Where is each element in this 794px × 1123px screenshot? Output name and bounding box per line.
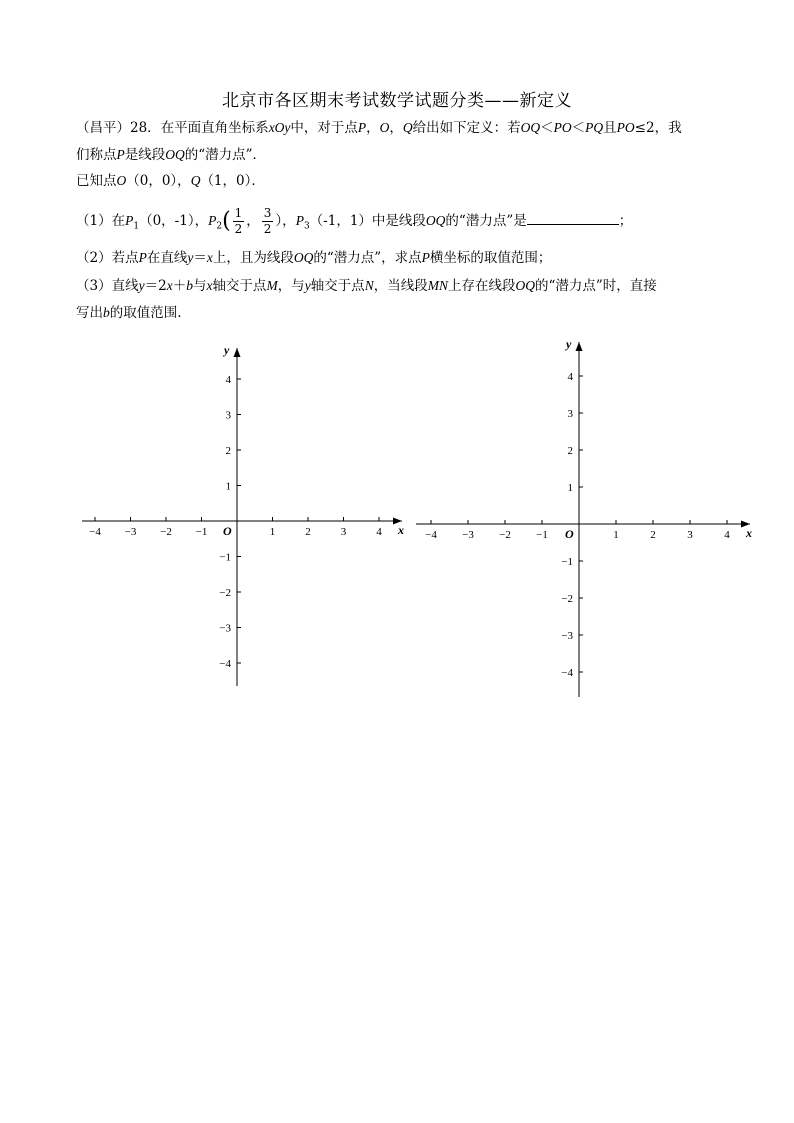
segment-PQ: PQ [585,120,604,135]
equals: ＝2 [144,278,167,294]
point-P: P [357,120,367,135]
x-tick-label: 2 [650,529,656,541]
point-P: P [421,250,430,265]
plus: ＋ [172,278,187,294]
known-text: （0，0）， [126,173,191,189]
conjunction: 且 [603,120,617,136]
x-tick-label: −3 [124,526,137,538]
fraction-numerator: 1 [234,206,243,220]
separator: ， [366,120,380,136]
segment-OQ: OQ [515,278,535,293]
problem-source: （昌平）28． [76,120,161,136]
definition-text: 们称点 [76,147,117,163]
segment-PO: PO [616,120,635,135]
open-paren: ( [222,208,231,234]
coord-system: xOy [268,120,291,135]
x-tick-label: 4 [724,529,730,541]
subscript: 2 [216,221,223,232]
segment-OQ: OQ [520,120,541,135]
x-tick-label: 4 [376,526,382,538]
segment-OQ: OQ [425,213,446,228]
y-tick-label: −3 [561,630,573,642]
segment-OQ: OQ [293,250,314,265]
var-x: x [206,250,213,265]
segment-OQ: OQ [165,147,185,162]
point-M: M [266,278,278,293]
x-tick-label: −4 [425,529,437,541]
y-tick-label: −2 [219,587,231,599]
origin-label: O [565,527,574,541]
q1-label: （1）在 [76,213,126,229]
separator: ， [246,213,260,229]
point-P2: P [208,213,217,228]
y-tick-label: 3 [225,409,231,422]
y-axis-arrow [576,342,583,351]
segment-MN: MN [427,278,448,293]
point-P: P [138,250,147,265]
var-y: y [187,250,194,265]
fraction-numerator: 3 [263,206,272,220]
inequality: ≤2 [634,120,655,136]
y-tick-label: −1 [219,551,231,564]
x-tick-label: −2 [160,526,172,538]
var-y: y [304,278,311,293]
less-than: ＜ [571,120,586,136]
x-tick-label: −3 [462,529,474,541]
y-axis-label: y [224,343,230,357]
y-tick-label: 3 [567,408,573,420]
equals: ＝ [193,250,207,266]
intro-text: 中，对于点 [290,120,358,136]
fraction-denominator: 2 [234,222,243,236]
intro-text: ，我 [654,120,682,136]
separator: ， [389,120,403,136]
x-axis-label: x [746,526,752,540]
var-x: x [206,278,213,293]
y-axis-arrow [234,348,241,357]
y-tick-label: −4 [219,658,231,670]
point-O: O [116,173,127,188]
definition-text: 的“潜力点”． [184,147,267,163]
fraction-denominator: 2 [263,222,272,236]
y-tick-label: 1 [567,482,573,494]
var-y: y [138,278,145,293]
y-axis-label: y [566,337,572,351]
segment-PO: PO [553,120,572,135]
q3-text: 的取值范围. [109,305,182,321]
q3-text: ，当线段 [373,278,428,294]
var-b: b [186,278,193,293]
q1-text: 的“潜力点”是 [445,213,527,229]
q3-text: 上存在线段 [447,278,516,294]
x-tick-label: −1 [195,526,208,538]
q2-text: 在直线 [146,250,188,266]
point-P1: P [125,213,134,228]
y-tick-label: −4 [561,667,573,679]
y-tick-label: 4 [225,374,231,386]
y-tick-label: −1 [561,556,573,568]
x-tick-label: 3 [687,529,693,541]
point-O: O [379,120,390,135]
known-text: （1，0）． [200,173,265,189]
origin-label: O [223,524,232,538]
x-tick-label: −4 [89,526,101,538]
y-tick-label: 2 [225,445,231,457]
x-tick-label: 3 [340,526,347,538]
point-N: N [364,278,374,293]
point-Q: Q [190,173,201,188]
x-tick-label: −1 [536,529,548,541]
y-tick-label: −3 [219,622,231,635]
q2-text: 上，且为线段 [212,250,294,266]
y-tick-label: −2 [561,593,573,605]
q3-text: 写出 [76,305,103,321]
q3-text: 轴交于点 [310,278,365,294]
x-tick-label: 2 [305,526,311,538]
q1-end: ； [618,213,633,229]
point-P: P [116,147,125,162]
x-axis-label: x [398,523,404,537]
y-tick-label: 4 [567,371,573,383]
q3-text: 与 [192,278,207,294]
coordinate-plane-2-axes [416,337,752,697]
less-than: ＜ [540,120,554,136]
intro-text: 给出如下定义：若 [412,120,521,136]
subscript: 1 [133,221,140,232]
var-b: b [103,305,110,320]
q3-text: ，与 [277,278,305,294]
known-text: 已知点 [76,173,117,189]
intro-text: 在平面直角坐标系 [160,120,269,136]
page-title: 北京市各区期末考试数学试题分类——新定义 [222,91,572,111]
q3-text: 轴交于点 [212,278,267,294]
q2-text: （2）若点 [76,250,139,266]
y-tick-label: 1 [225,480,231,493]
subscript: 3 [303,221,310,232]
q3-text: （3）直线 [76,278,139,294]
x-tick-label: 1 [269,526,276,538]
point-P3: P [295,213,304,228]
q2-text: 的“潜力点”，求点 [313,250,422,266]
x-tick-label: −2 [499,529,511,541]
close-paren: ）， [275,213,296,229]
y-tick-label: 2 [567,445,573,457]
q3-text: 的“潜力点”时，直接 [534,278,657,294]
q2-text: 横坐标的取值范围； [429,250,552,266]
definition-text: 是线段 [124,147,166,163]
point-P3-coord: （-1，1）中是线段 [309,213,426,229]
x-tick-label: 1 [613,529,619,541]
coordinate-plane-1-axes [82,343,404,686]
point-Q: Q [402,120,413,135]
var-x: x [166,278,173,293]
point-P1-coord: （0，-1）， [139,213,209,229]
